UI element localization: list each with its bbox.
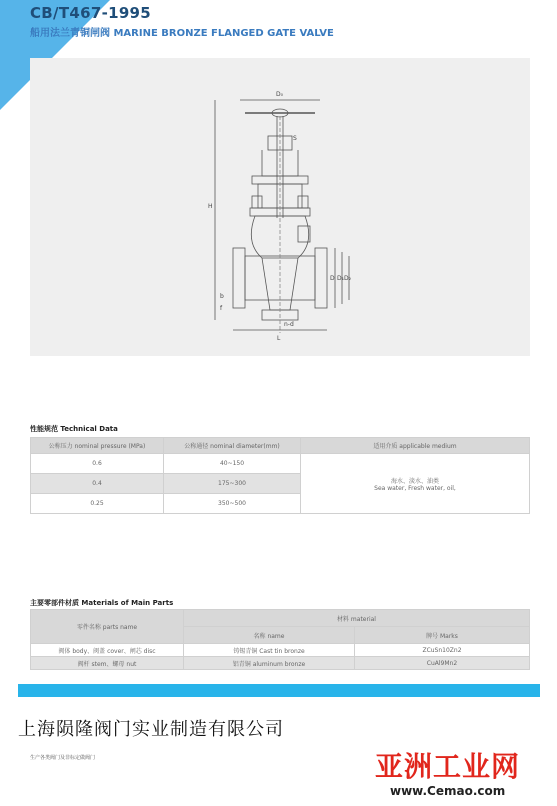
cell-part: 阀体 body、阀盖 cover、闸芯 disc bbox=[31, 644, 184, 657]
header-medium: 适用介质 applicable medium bbox=[301, 438, 530, 454]
label-d1: D₁ bbox=[337, 275, 345, 282]
flange-right bbox=[315, 248, 327, 308]
cell-pressure: 0.25 bbox=[31, 494, 164, 514]
materials-table bbox=[30, 609, 530, 670]
label-f: f bbox=[220, 305, 223, 312]
bolt-left bbox=[252, 196, 262, 208]
technical-data-table bbox=[30, 437, 530, 514]
header-marks: 牌号 Marks bbox=[355, 627, 530, 644]
label-h: H bbox=[208, 203, 213, 210]
footer-bar bbox=[18, 684, 540, 697]
cell-pressure: 0.6 bbox=[31, 454, 164, 474]
cell-medium bbox=[301, 454, 530, 514]
label-l: L bbox=[277, 335, 281, 342]
cell-part: 阀杆 stem、螺母 nut bbox=[31, 657, 184, 670]
valve-drawing-panel bbox=[30, 58, 530, 356]
materials-title: 主要零部件材质 Materials of Main Parts bbox=[30, 599, 174, 607]
cell-pressure: 0.4 bbox=[31, 474, 164, 494]
watermark-url: www.Cemao.com bbox=[390, 784, 506, 798]
cell-diameter: 40~150 bbox=[164, 454, 301, 474]
header-material: 材料 material bbox=[184, 610, 530, 627]
flange-left bbox=[233, 248, 245, 308]
standard-number: CB/T467-1995 bbox=[30, 4, 152, 22]
label-n: n-d bbox=[284, 321, 294, 328]
label-d: D bbox=[330, 275, 335, 282]
bolt-right bbox=[298, 196, 308, 208]
page-header bbox=[30, 4, 334, 39]
table-row bbox=[31, 657, 530, 670]
table-row bbox=[31, 454, 530, 474]
company-name: 上海陨隆阀门实业制造有限公司 bbox=[18, 719, 284, 740]
medium-en: Sea water, Fresh water, oil, bbox=[374, 484, 456, 492]
label-d0: D₀ bbox=[276, 91, 284, 98]
header-name: 名称 name bbox=[184, 627, 355, 644]
table-row bbox=[31, 644, 530, 657]
cell-diameter: 350~500 bbox=[164, 494, 301, 514]
cell-diameter: 175~300 bbox=[164, 474, 301, 494]
cell-name: 铸锡青铜 Cast tin bronze bbox=[184, 644, 355, 657]
cell-name: 铝青铜 aluminum bronze bbox=[184, 657, 355, 670]
label-s: S bbox=[293, 135, 297, 142]
company-tagline: 生产各类阀门及非标定做阀门 bbox=[30, 755, 96, 761]
product-title: 船用法兰青铜闸阀 MARINE BRONZE FLANGED GATE VALVE bbox=[30, 28, 334, 39]
header-diameter: 公称通径 nominal diameter(mm) bbox=[164, 438, 301, 454]
label-b: b bbox=[220, 293, 224, 300]
header-pressure: 公称压力 nominal pressure (MPa) bbox=[31, 438, 164, 454]
label-d2: D₂ bbox=[344, 275, 352, 282]
medium-cn: 海水、淡水、油类 bbox=[390, 477, 439, 485]
header-parts: 零件名称 parts name bbox=[31, 610, 184, 644]
cell-mark: CuAl9Mn2 bbox=[355, 657, 530, 670]
technical-data-title: 性能规范 Technical Data bbox=[30, 425, 118, 433]
valve-drawing bbox=[30, 58, 530, 356]
watermark-logo: 亚洲工业网 bbox=[375, 750, 521, 783]
cell-mark: ZCuSn10Zn2 bbox=[355, 644, 530, 657]
